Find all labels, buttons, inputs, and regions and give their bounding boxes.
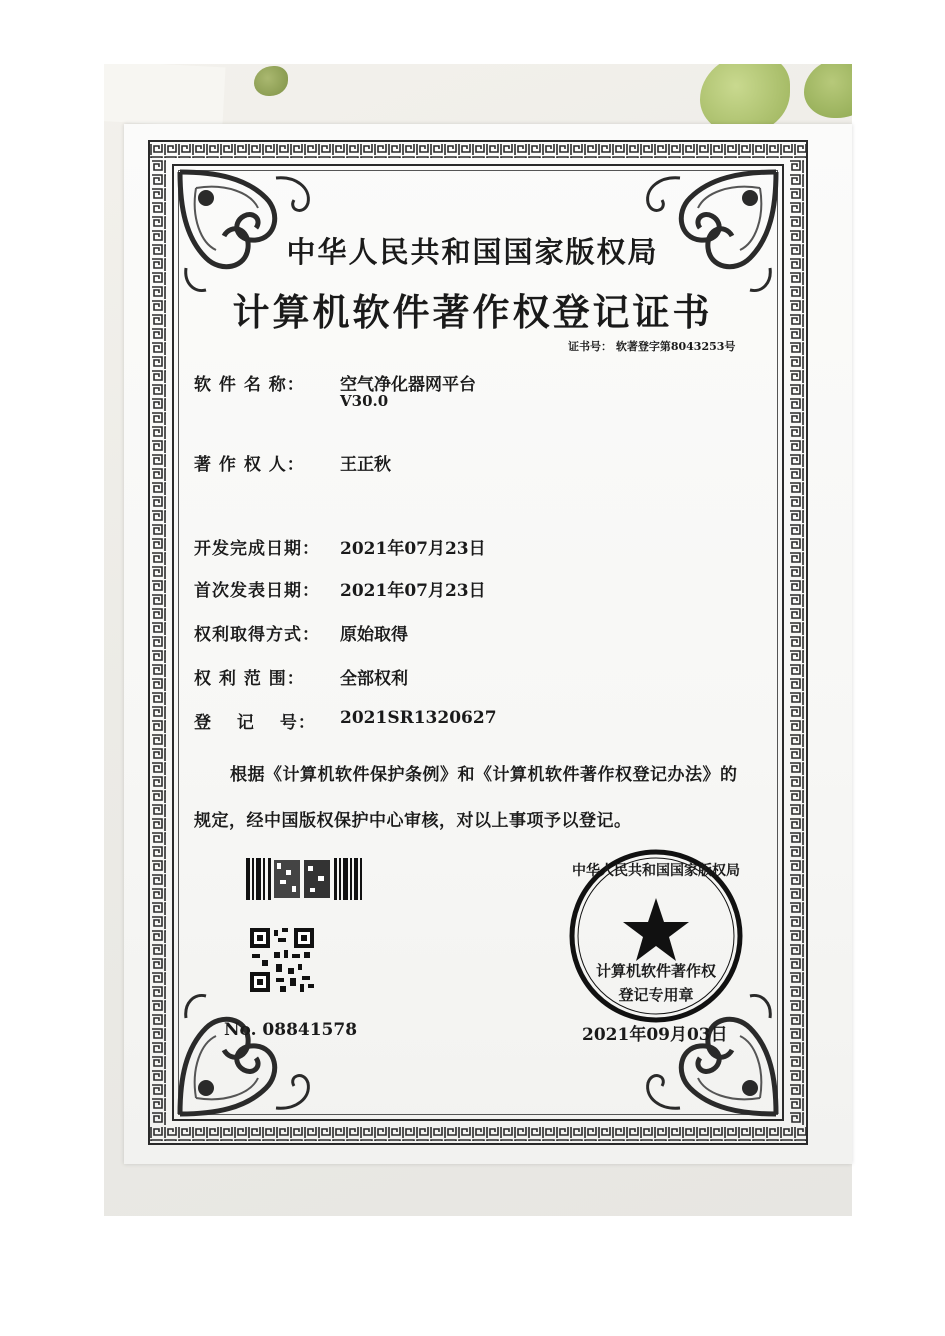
seal-line-1: 计算机软件著作权 bbox=[595, 962, 716, 980]
issue-date: 2021年09月03日 bbox=[582, 1025, 728, 1045]
rights-scope-value: 全部权利 bbox=[340, 669, 408, 689]
serial-number: No. 08841578 bbox=[224, 1020, 358, 1040]
meander-border-bottom bbox=[150, 1125, 806, 1143]
rights-scope-label: 权 利 范 围： bbox=[194, 669, 305, 689]
copyright-owner-label: 著 作 权 人： bbox=[194, 455, 305, 475]
statement-line-2: 规定，经中国版权保护中心审核，对以上事项予以登记。 bbox=[194, 811, 632, 831]
qr-code-image bbox=[250, 928, 314, 992]
meander-border-top bbox=[150, 142, 806, 160]
acquisition-method-label: 权利取得方式： bbox=[194, 625, 320, 645]
paper-under bbox=[104, 64, 225, 127]
registration-number-value: 2021SR1320627 bbox=[340, 708, 497, 728]
seal-line-2: 登记专用章 bbox=[618, 986, 694, 1004]
statement-line-1: 根据《计算机软件保护条例》和《计算机软件著作权登记办法》的 bbox=[230, 765, 738, 785]
certificate-number: 证书号： 软著登字第8043253号 bbox=[568, 340, 736, 353]
seal-arc-text: 中华人民共和国国家版权局 bbox=[572, 863, 740, 879]
software-version-value: V30.0 bbox=[340, 392, 389, 410]
software-name-value: 空气净化器网平台 bbox=[340, 375, 476, 395]
corner-ornament-bottom-left bbox=[176, 988, 326, 1118]
completion-date-label: 开发完成日期： bbox=[194, 539, 320, 559]
certificate-title: 计算机软件著作权登记证书 bbox=[232, 290, 713, 334]
issuer-heading: 中华人民共和国国家版权局 bbox=[286, 235, 659, 269]
publish-date-label: 首次发表日期： bbox=[194, 581, 320, 601]
acquisition-method-value: 原始取得 bbox=[340, 625, 408, 645]
leaf-decoration bbox=[254, 66, 288, 96]
copyright-owner-value: 王正秋 bbox=[340, 455, 391, 475]
registration-number-label: 登 记 号： bbox=[194, 713, 316, 733]
software-name-label: 软 件 名 称： bbox=[194, 375, 305, 395]
completion-date-value: 2021年07月23日 bbox=[340, 539, 486, 559]
barcode-image bbox=[246, 858, 364, 900]
leaf-decoration bbox=[804, 64, 852, 118]
seal-star-icon bbox=[623, 898, 689, 961]
publish-date-value: 2021年07月23日 bbox=[340, 581, 486, 601]
